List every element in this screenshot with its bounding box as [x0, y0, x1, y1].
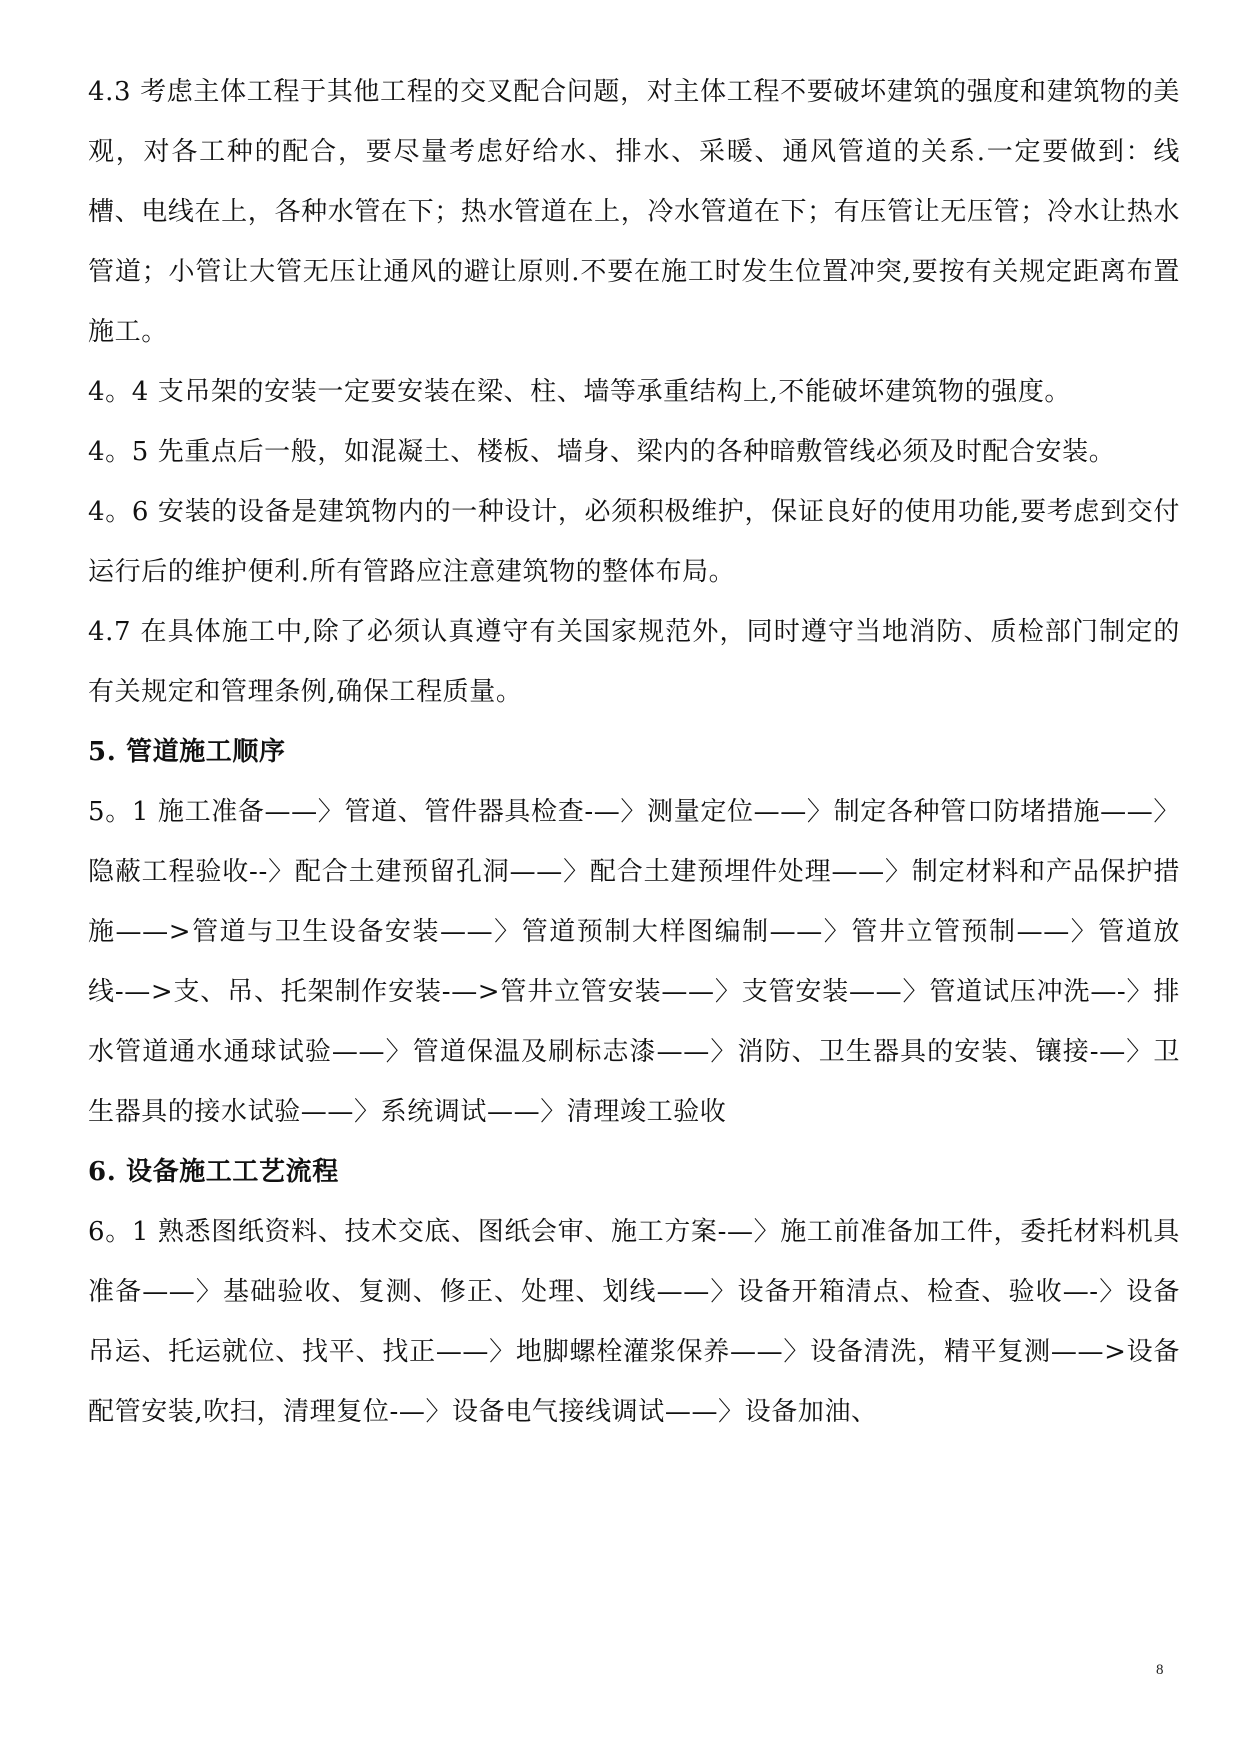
document-body — [88, 62, 1180, 1442]
paragraph-4-4: 4。4 支吊架的安装一定要安装在梁、柱、墙等承重结构上,不能破坏建筑物的强度。 — [88, 377, 1072, 407]
page-number: 8 — [1156, 1662, 1164, 1678]
paragraph-4-3: 4.3 考虑主体工程于其他工程的交叉配合问题，对主体工程不要破坏建筑的强度和建筑物的美观，对各工种的配合，要尽量考虑好给水、排水、采暖、通风管道的关系.一定要做到：线槽、电线在上，各种水管在下；热水管道在上，冷水管道在下；有压管让无压管；冷水让热水管道；小管让大管无压让通风的避让原则.不要在施工时发生位置冲突,要按有关规定距离布置施工。 — [88, 77, 1180, 347]
paragraph-4-6: 4。6 安装的设备是建筑物内的一种设计，必须积极维护，保证良好的使用功能,要考虑到交付运行后的维护便利.所有管路应注意建筑物的整体布局。 — [88, 497, 1180, 587]
paragraph-6-1: 6。1 熟悉图纸资料、技术交底、图纸会审、施工方案-—〉施工前准备加工件，委托材料机具准备——〉基础验收、复测、修正、处理、划线——〉设备开箱清点、检查、验收—-〉设备吊运、托运就位、找平、找正——〉地脚螺栓灌浆保养——〉设备清洗，精平复测——>设备配管安装,吹扫，清理复位-—〉设备电气接线调试——〉设备加油、 — [88, 1217, 1180, 1427]
section-heading-5: 5. 管道施工顺序 — [88, 737, 286, 767]
paragraph-5-1: 5。1 施工准备——〉管道、管件器具检查-—〉测量定位——〉制定各种管口防堵措施——〉隐蔽工程验收--〉配合土建预留孔洞——〉配合土建预埋件处理——〉制定材料和产品保护措施——>管道与卫生设备安装——〉管道预制大样图编制——〉管井立管预制——〉管道放线-—>支、吊、托架制作安装-—>管井立管安装——〉支管安装——〉管道试压冲洗—-〉排水管道通水通球试验——〉管道保温及刷标志漆——〉消防、卫生器具的安装、镶接-—〉卫生器具的接水试验——〉系统调试——〉清理竣工验收 — [88, 797, 1180, 1127]
section-heading-6: 6. 设备施工工艺流程 — [88, 1157, 339, 1187]
paragraph-4-5: 4。5 先重点后一般，如混凝土、楼板、墙身、梁内的各种暗敷管线必须及时配合安装。 — [88, 437, 1116, 467]
paragraph-4-7: 4.7 在具体施工中,除了必须认真遵守有关国家规范外，同时遵守当地消防、质检部门制定的有关规定和管理条例,确保工程质量。 — [88, 617, 1180, 707]
